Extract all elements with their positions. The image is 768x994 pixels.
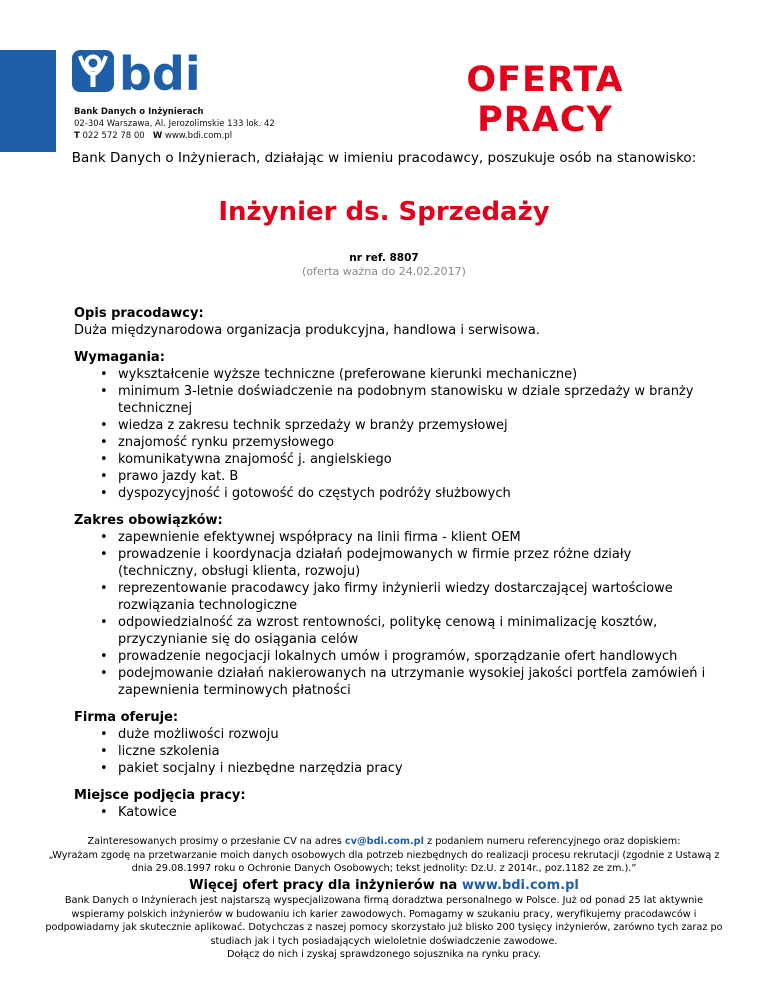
intro-text: Bank Danych o Inżynierach, działając w imieniu pracodawcy, poszukuje osób na stanowisko: — [71, 150, 697, 166]
list-item: • prowadzenie negocjacji lokalnych umów i programów, sporządzanie ofert handlowych — [118, 648, 714, 665]
requirements-list — [74, 366, 714, 502]
list-item: • odpowiedzialność za wzrost rentowności, politykę cenową i minimalizację kosztów, przyczynianie się do osiągania celów — [118, 614, 714, 648]
section-heading: Wymagania: — [74, 350, 165, 365]
list-item: • zapewnienie efektywnej współpracy na linii firma - klient OEM — [118, 529, 714, 546]
list-item: • minimum 3-letnie doświadczenie na podobnym stanowisku w dziale sprzedaży w branży technicznej — [118, 383, 714, 417]
list-item: • prowadzenie i koordynacja działań podejmowanych w firmie przez różne działy (techniczny, obsługi klienta, rozwoju) — [118, 546, 714, 580]
list-item: • podejmowanie działań nakierowanych na utrzymanie wysokiej jakości portfela zamówień i zapewnienia terminowych płatności — [118, 665, 714, 699]
company-contact — [74, 130, 275, 142]
company-name: Bank Danych o Inżynierach — [74, 107, 204, 117]
bdi-logo-mark — [72, 46, 202, 96]
company-info — [74, 106, 275, 142]
list-item: • komunikatywna znajomość j. angielskiego — [118, 451, 714, 468]
consent-clause: „Wyrażam zgodę na przetwarzanie moich danych osobowych dla potrzeb niezbędnych do realizacji procesu rekrutacji (zgodnie z Ustawą z dnia 29.08.1997 roku o Ochronie Danych Osobowych; tekst jednolity: Dz.U. z 2014r., poz.1182 ze zm.).” — [48, 849, 720, 874]
offer-content — [74, 305, 714, 831]
offer-validity: (oferta ważna do 24.02.2017) — [302, 265, 466, 278]
logo-text: bdi — [119, 47, 201, 96]
list-item: • Katowice — [118, 804, 714, 821]
location-list — [74, 804, 714, 821]
list-item: • duże możliwości rozwoju — [118, 726, 714, 743]
bdi-logo — [72, 46, 202, 100]
apply-text: Zainteresowanych prosimy o przesłanie CV na adres — [87, 836, 342, 847]
offer-section — [74, 709, 714, 777]
web-label: W — [152, 131, 163, 141]
phone-label: T — [74, 131, 80, 141]
about-company: Bank Danych o Inżynierach jest najstarszą wyspecjalizowana firmą doradztwa personalnego w Polsce. Już od ponad 25 lat aktywnie wspieramy polskich inżynierów w budowaniu ich karier zawodowych. Pomagamy w szukaniu pracy, weryfikujemy pracodawców i podpowiadamy jak skutecznie aplikować. Dotychczas z naszej pomocy skorzystało już blisko 200 tysięcy inżynierów, zarówno tych zaraz po studiach jak i tych posiadających wieloletnie doświadczenie zawodowe. — [45, 895, 723, 947]
list-item: • reprezentowanie pracodawcy jako firmy inżynierii wiedzy dostarczającej wartościowe rozwiązania technologiczne — [118, 580, 714, 614]
job-reference: nr ref. 8807 — [349, 252, 419, 264]
list-item: • wykształcenie wyższe techniczne (preferowane kierunki mechaniczne) — [118, 366, 714, 383]
employer-section — [74, 305, 714, 339]
location-section — [74, 787, 714, 821]
section-heading: Firma oferuje: — [74, 710, 179, 725]
more-offers-text: Więcej ofert pracy dla inżynierów na — [189, 877, 458, 893]
web-address[interactable]: www.bdi.com.pl — [164, 131, 233, 141]
oferta-line-2: PRACY — [477, 100, 613, 140]
duties-section — [74, 512, 714, 699]
list-item: • dyspozycyjność i gotowość do częstych podróży służbowych — [118, 485, 714, 502]
apply-instructions — [40, 835, 728, 849]
job-title: Inżynier ds. Sprzedaży — [218, 197, 550, 227]
phone-number: 022 572 78 00 — [82, 131, 145, 141]
apply-text-after: z podaniem numeru referencyjnego oraz dopiskiem: — [427, 836, 681, 847]
offer-list — [74, 726, 714, 777]
footer — [40, 835, 728, 962]
brand-side-bar — [0, 50, 56, 152]
oferta-pracy-heading — [440, 60, 650, 140]
list-item: • liczne szkolenia — [118, 743, 714, 760]
more-offers — [40, 879, 728, 893]
employer-description: Duża międzynarodowa organizacja produkcyjna, handlowa i serwisowa. — [74, 323, 540, 338]
list-item: • pakiet socjalny i niezbędne narzędzia pracy — [118, 760, 714, 777]
join-text: Dołącz do nich i zyskaj sprawdzonego sojusznika na rynku pracy. — [227, 949, 541, 960]
section-heading: Miejsce podjęcia pracy: — [74, 788, 246, 803]
apply-email-link[interactable]: cv@bdi.com.pl — [344, 836, 424, 847]
duties-list — [74, 529, 714, 699]
more-offers-link[interactable]: www.bdi.com.pl — [461, 877, 579, 893]
list-item: • znajomość rynku przemysłowego — [118, 434, 714, 451]
list-item: • wiedza z zakresu technik sprzedaży w branży przemysłowej — [118, 417, 714, 434]
section-heading: Opis pracodawcy: — [74, 306, 204, 321]
list-item: • prawo jazdy kat. B — [118, 468, 714, 485]
requirements-section — [74, 349, 714, 502]
section-heading: Zakres obowiązków: — [74, 513, 223, 528]
oferta-line-1: OFERTA — [466, 60, 624, 100]
company-address: 02-304 Warszawa, Al. Jerozolimskie 133 lok. 42 — [74, 119, 275, 129]
